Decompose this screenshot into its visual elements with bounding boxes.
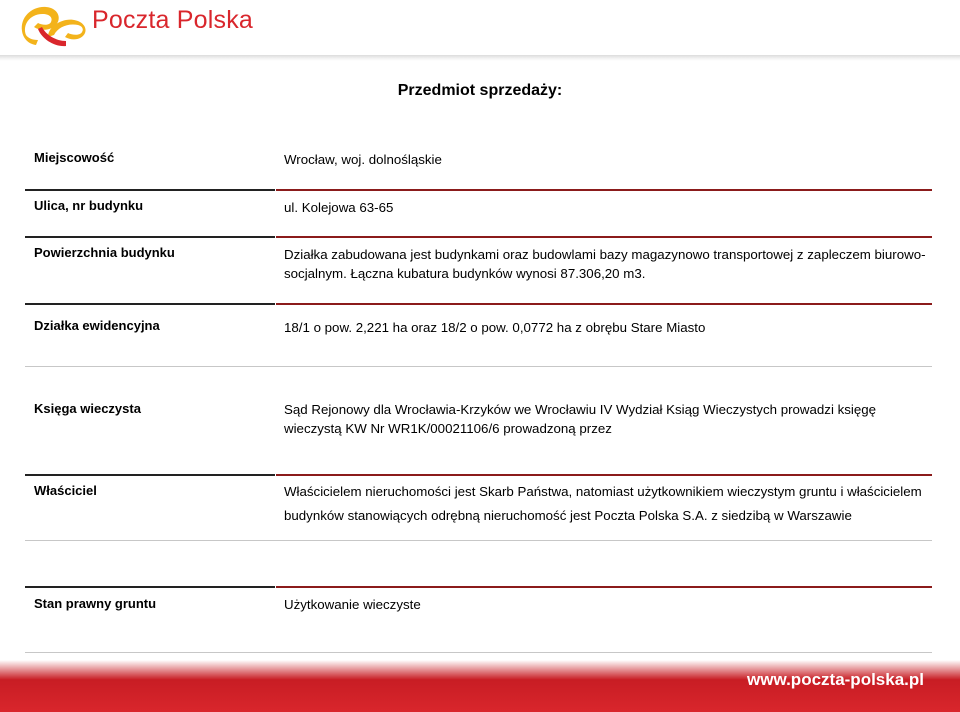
row-divider-full [25,540,932,541]
row-divider-right [276,586,932,588]
row-divider-left [25,303,275,305]
row-value-dzialka: 18/1 o pow. 2,221 ha oraz 18/2 o pow. 0,0772 ha z obrębu Stare Miasto [284,320,706,335]
row-label-ulica: Ulica, nr budynku [34,198,144,213]
row-divider-full [25,366,932,367]
row-value-ulica: ul. Kolejowa 63-65 [284,200,394,215]
brand-name: Poczta Polska [92,6,254,34]
header-divider [0,55,960,61]
row-value-stan-prawny: Użytkowanie wieczyste [284,597,421,612]
row-value-miejscowosc: Wrocław, woj. dolnośląskie [284,152,442,167]
page-title: Przedmiot sprzedaży: [397,82,563,99]
row-divider-full [25,652,932,653]
row-divider-right [276,474,932,476]
row-divider-left [25,236,275,238]
row-label-stan-prawny: Stan prawny gruntu [34,596,157,611]
row-divider-right [276,189,932,191]
footer-bar [0,660,960,712]
row-divider-right [276,303,932,305]
row-value-ksiega: Sąd Rejonowy dla Wrocławia-Krzyków we Wrocławiu IV Wydział Ksiąg Wieczystych prowadzi księgę wieczystą KW Nr WR1K/00021106/6 prowadzoną przez [284,402,877,436]
row-divider-left [25,586,275,588]
row-divider-left [25,474,275,476]
row-divider-right [276,236,932,238]
row-label-miejscowosc: Miejscowość [34,150,115,165]
row-label-powierzchnia: Powierzchnia budynku [34,245,175,260]
poczta-polska-horn-logo-icon [20,5,86,49]
row-divider-left [25,189,275,191]
row-label-wlasciciel: Właściciel [34,483,97,498]
row-value-powierzchnia: Działka zabudowana jest budynkami oraz budowlami bazy magazynowo transportowej z zapleczem biurowo-socjalnym. Łączna kubatura budynków wynosi 87.306,20 m3. [284,247,926,281]
footer-url[interactable]: www.poczta-polska.pl [747,670,924,689]
row-label-ksiega: Księga wieczysta [34,401,141,416]
header [0,0,960,55]
row-value-wlasciciel: Właścicielem nieruchomości jest Skarb Państwa, natomiast użytkownikiem wieczystym gruntu i właścicielem budynków stanowiących odrębną nieruchomość jest Poczta Polska S.A. z siedzibą w Warszawie [284,484,922,523]
row-label-dzialka: Działka ewidencyjna [34,318,160,333]
